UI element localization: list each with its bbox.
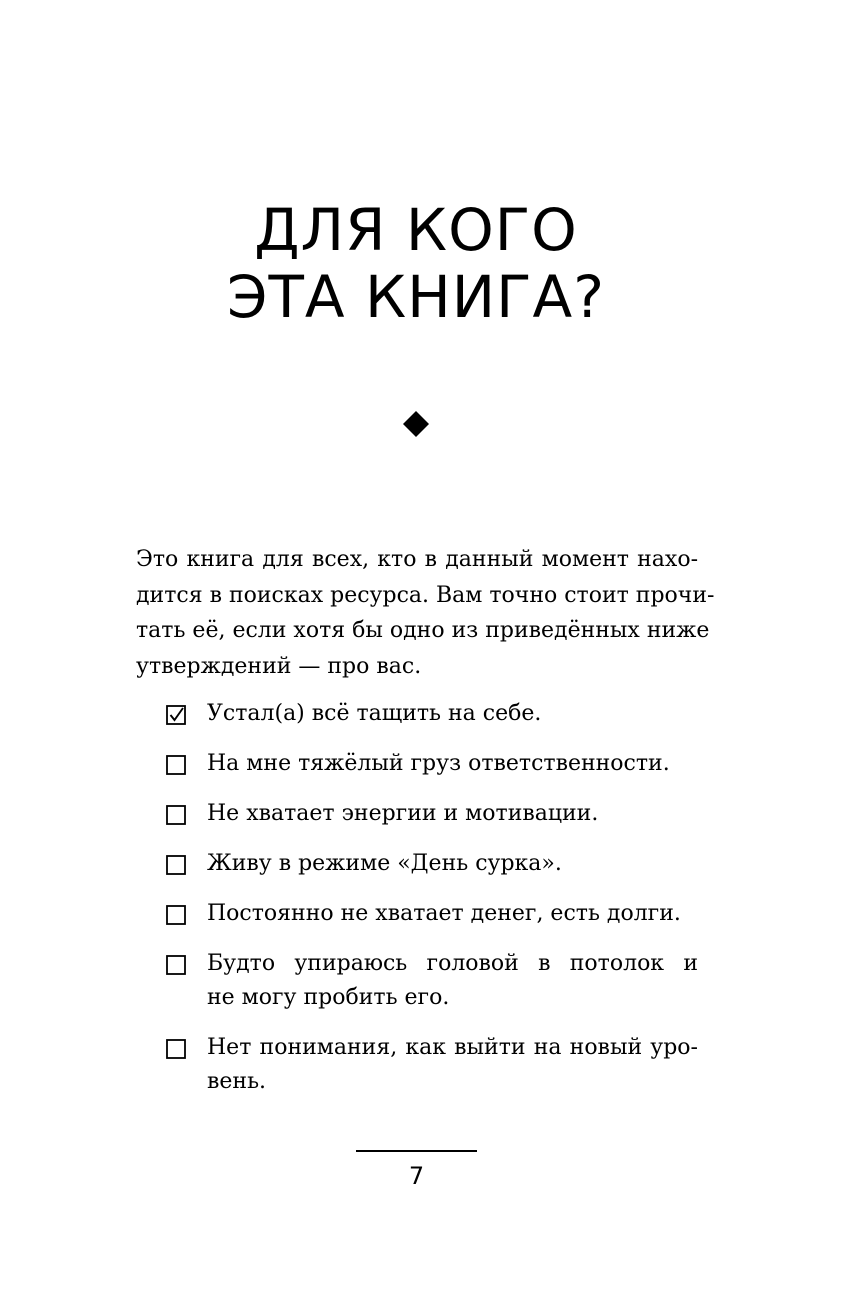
diamond-icon <box>403 411 429 437</box>
checklist-item-text <box>207 1031 698 1099</box>
checkbox-icon[interactable] <box>166 755 186 775</box>
checklist-item <box>166 1031 698 1099</box>
checkbox-icon[interactable] <box>166 855 186 875</box>
checklist-item-text <box>207 947 698 1015</box>
checklist-item-text <box>207 897 698 931</box>
checkbox-icon[interactable] <box>166 955 186 975</box>
intro-line: утверждений — про вас. <box>136 653 422 679</box>
checklist-item-line: Устал(а) всё тащить на себе. <box>207 701 542 726</box>
checklist-item-text <box>207 847 698 881</box>
footer-divider <box>356 1150 477 1152</box>
page-title <box>0 197 832 331</box>
page-number: 7 <box>408 1162 425 1190</box>
checklist-item-line: Не хватает энергии и мотивации. <box>207 801 599 826</box>
title-line-2: ЭТА КНИГА? <box>226 263 606 331</box>
checkbox-icon[interactable] <box>166 805 186 825</box>
intro-line: тать её, если хотя бы одно из приведённых ниже <box>136 618 710 643</box>
title-line-1: ДЛЯ КОГО <box>254 196 578 264</box>
checklist-item-text <box>207 747 698 781</box>
checklist-item-line: Нет понимания, как выйти на новый уро- <box>207 1035 698 1060</box>
checklist-item-line: не могу пробить его. <box>207 985 450 1010</box>
checklist-item-line: вень. <box>207 1069 267 1094</box>
intro-line: Это книга для всех, кто в данный момент нахо- <box>136 547 698 572</box>
checklist-item-text <box>207 797 698 831</box>
checkbox-icon[interactable] <box>166 1039 186 1059</box>
intro-paragraph <box>136 542 715 684</box>
checklist-item <box>166 947 698 1015</box>
checklist-item-line: Будто упираюсь головой в потолок и <box>207 951 698 976</box>
checklist-item <box>166 847 698 881</box>
checklist-item <box>166 697 698 731</box>
checklist-item-line: Живу в режиме «День сурка». <box>207 851 562 876</box>
intro-line: дится в поисках ресурса. Вам точно стоит прочи- <box>136 582 715 608</box>
checklist-item <box>166 747 698 781</box>
checklist <box>166 697 698 1115</box>
checklist-item <box>166 797 698 831</box>
checkbox-icon[interactable] <box>166 905 186 925</box>
checklist-item-line: На мне тяжёлый груз ответственности. <box>207 751 670 776</box>
checklist-item-line: Постоянно не хватает денег, есть долги. <box>207 901 681 926</box>
checklist-item <box>166 897 698 931</box>
checked-checkbox-icon[interactable] <box>166 705 186 725</box>
checklist-item-text <box>207 697 698 731</box>
